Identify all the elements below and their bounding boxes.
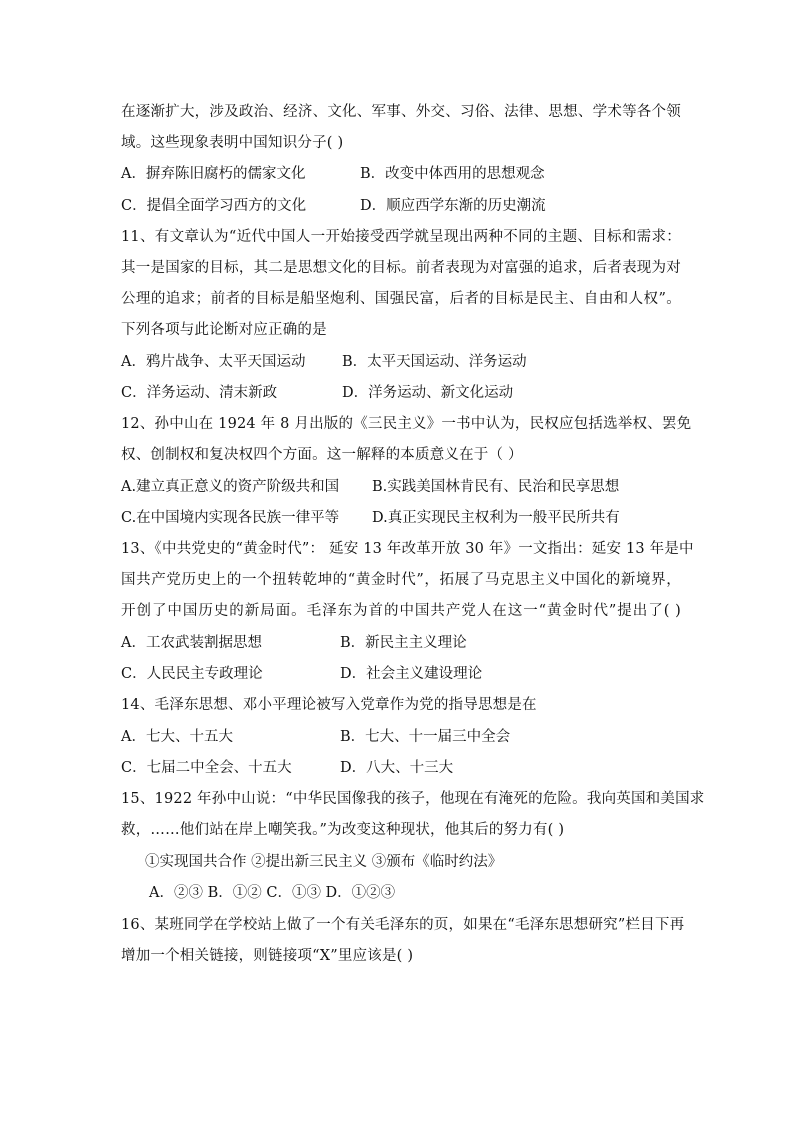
- q13-stem-line-1: 13、《中共党史的“黄金时代”： 延安 13 年改革开放 30 年》一文指出：延安 13 年是中: [121, 541, 694, 557]
- q14-option-a: A．七大、十五大: [121, 729, 233, 745]
- q10-option-c: C．提倡全面学习西方的文化: [121, 198, 307, 214]
- q11-stem-line-2: 其一是国家的目标，其二是思想文化的目标。前者表现为对富强的追求，后者表现为对: [121, 260, 681, 276]
- q16-stem-line-2: 增加一个相关链接，则链接项“X”里应该是( ): [121, 948, 414, 964]
- q12-option-c: C.在中国境内实现各民族一律平等: [121, 510, 340, 526]
- q11-stem-line-4: 下列各项与此论断对应正确的是: [121, 322, 327, 338]
- q11-option-b: B．太平天国运动、洋务运动: [342, 354, 527, 370]
- q11-option-a: A．鸦片战争、太平天国运动: [121, 354, 306, 370]
- q14-stem-line-1: 14、毛泽东思想、邓小平理论被写入党章作为党的指导思想是在: [121, 697, 537, 713]
- q13-stem-line-3: 开创了中国历史的新局面。毛泽东为首的中国共产党人在这一“黄金时代”提出了( ): [121, 603, 681, 619]
- q11-stem-line-3: 公理的追求；前者的目标是船坚炮利、国强民富，后者的目标是民主、自由和人权”。: [121, 291, 681, 307]
- q12-stem-line-2: 权、创制权和复决权四个方面。这一解释的本质意义在于（ ）: [121, 447, 523, 463]
- q15-stem-line-1: 15、1922 年孙中山说：“中华民国像我的孩子，他现在有淹死的危险。我向英国和美国求: [121, 791, 705, 807]
- q10-option-b: B．改变中体西用的思想观念: [360, 166, 545, 182]
- q10-stem-line-1: 在逐渐扩大，涉及政治、经济、文化、军事、外交、习俗、法律、思想、学术等各个领: [121, 104, 681, 120]
- q11-option-d: D．洋务运动、新文化运动: [342, 385, 514, 401]
- q15-answer-choices: A．②③ B．①② C．①③ D．①②③: [149, 885, 396, 901]
- q12-stem-line-1: 12、孙中山在 1924 年 8 月出版的《三民主义》一书中认为，民权应包括选举权、罢免: [121, 416, 692, 432]
- q11-option-c: C．洋务运动、清末新政: [121, 385, 278, 401]
- q14-option-d: D．八大、十三大: [340, 760, 454, 776]
- q16-stem-line-1: 16、某班同学在学校站上做了一个有关毛泽东的页，如果在“毛泽东思想研究”栏目下再: [121, 917, 685, 933]
- q15-numbered-items: ①实现国共合作 ②提出新三民主义 ③颁布《临时约法》: [145, 854, 503, 870]
- q14-option-c: C．七届二中全会、十五大: [121, 760, 292, 776]
- q11-stem-line-1: 11、有文章认为“近代中国人一开始接受西学就呈现出两种不同的主题、目标和需求：: [121, 229, 681, 245]
- q12-option-a: A.建立真正意义的资产阶级共和国: [121, 479, 340, 495]
- q12-option-d: D.真正实现民主权利为一般平民所共有: [372, 510, 620, 526]
- q15-stem-line-2: 救，……他们站在岸上嘲笑我。”为改变这种现状，他其后的努力有( ): [121, 822, 565, 838]
- q13-stem-line-2: 国共产党历史上的一个扭转乾坤的“黄金时代”，拓展了马克思主义中国化的新境界，: [121, 572, 681, 588]
- q12-option-b: B.实践美国林肯民有、民治和民享思想: [372, 479, 620, 495]
- q10-stem-line-2: 域。这些现象表明中国知识分子( ): [121, 135, 344, 151]
- q13-option-b: B．新民主主义理论: [340, 635, 467, 651]
- q10-option-a: A．摒弃陈旧腐朽的儒家文化: [121, 166, 306, 182]
- q13-option-d: D．社会主义建设理论: [340, 666, 483, 682]
- q13-option-c: C．人民民主专政理论: [121, 666, 263, 682]
- q14-option-b: B．七大、十一届三中全会: [340, 729, 511, 745]
- q10-option-d: D．顺应西学东渐的历史潮流: [360, 198, 546, 214]
- q13-option-a: A．工农武装割据思想: [121, 635, 262, 651]
